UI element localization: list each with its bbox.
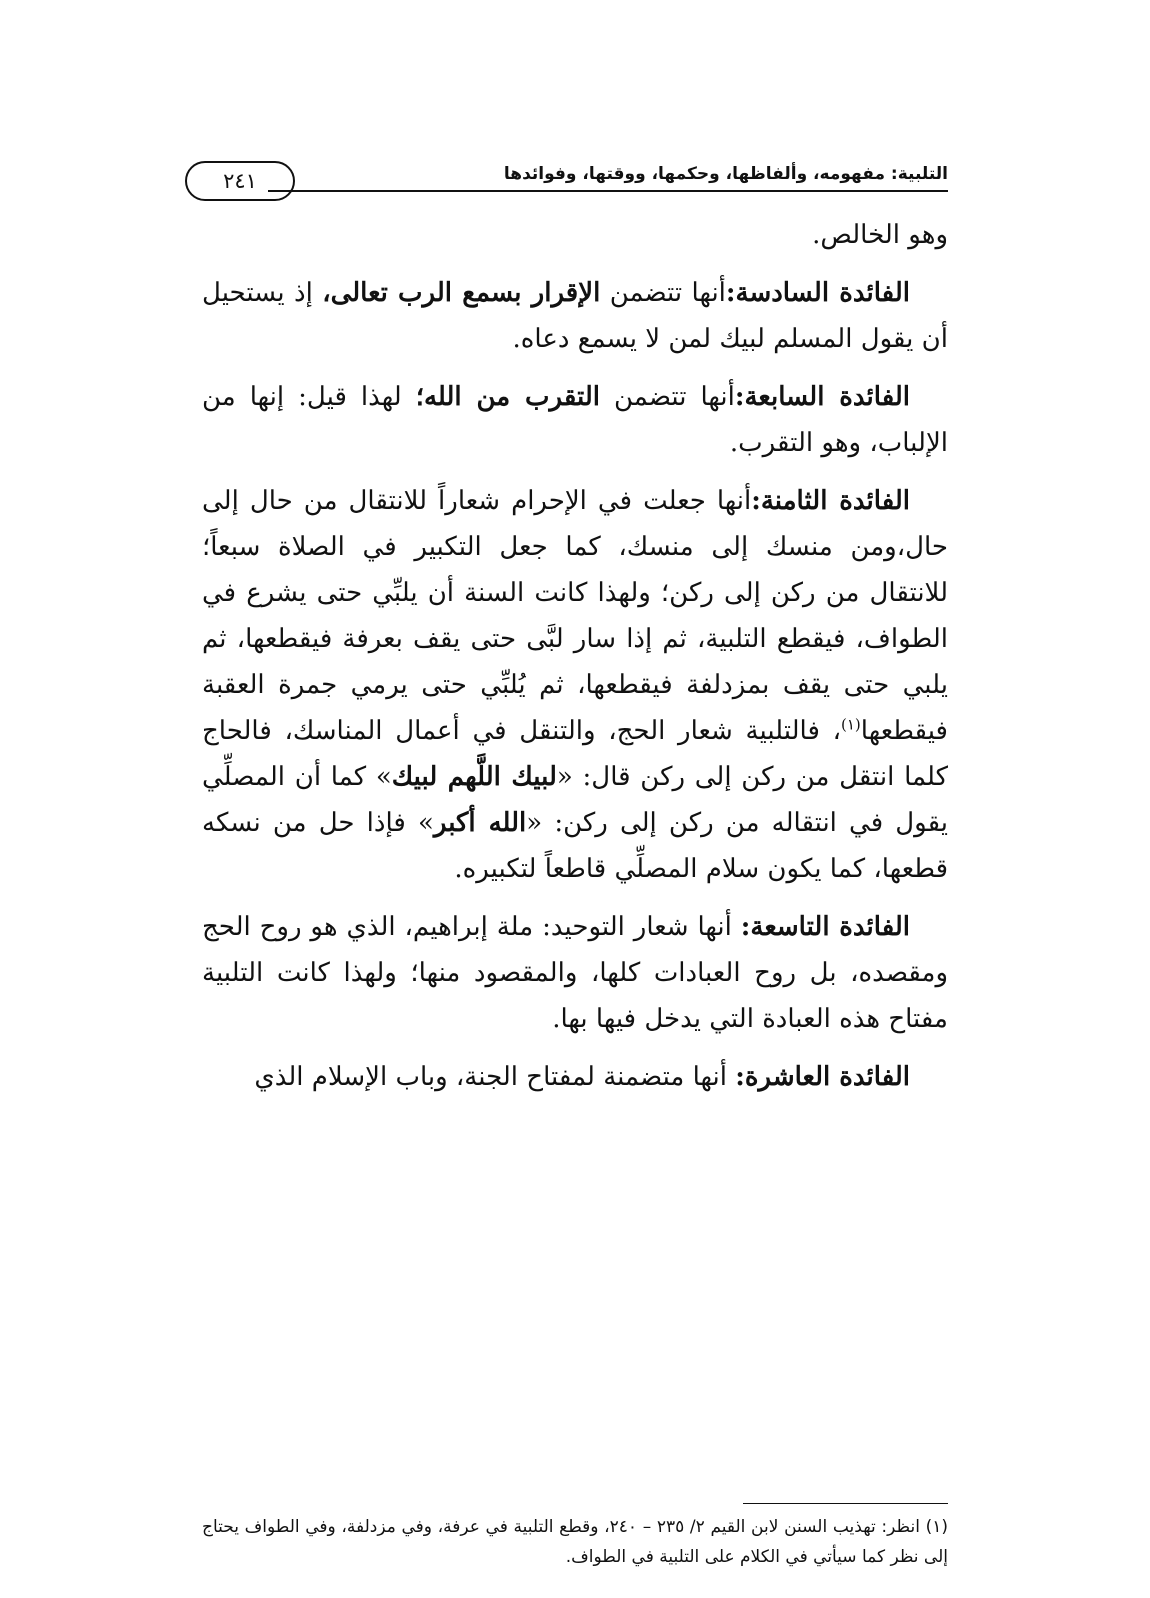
emphasis-text: التقرب من الله؛ (415, 382, 600, 412)
paragraph-text: إذ يستحيل أن يقول المسلم لبيك لمن لا يسمع دعاه. (202, 278, 948, 354)
footnote-marker: (١) (925, 1517, 949, 1537)
quoted-phrase: لبيك اللَّهم لبيك (391, 762, 557, 792)
page-number: ٢٤١ (185, 161, 295, 201)
paragraph-text: لهذا قيل: إنها من الإلباب، وهو التقرب. (202, 382, 948, 458)
footnote-separator (743, 1503, 948, 1504)
footnote-text: انظر: تهذيب السنن لابن القيم ٢/ ٢٣٥ – ٢٤٠، وقطع التلبية في عرفة، وفي مزدلفة، وفي الطواف يحتاج إلى نظر كما سيأتي في الكلام على التلبية في الطواف. (202, 1517, 948, 1567)
paragraph-continuation (202, 212, 948, 258)
benefit-heading: الفائدة السادسة: (725, 278, 910, 308)
footnotes (202, 1512, 948, 1572)
paragraph-text: أنها متضمنة لمفتاح الجنة، وباب الإسلام الذي (254, 1062, 736, 1092)
paragraph-text: » كما أن المصلِّي يقول في انتقاله من ركن إلى ركن: « (202, 762, 949, 838)
paragraph-benefit-9 (202, 904, 948, 1042)
paragraph-text: أنها تتضمن (599, 382, 735, 412)
footnote-reference[interactable]: (١) (841, 715, 861, 734)
paragraph-text: أنها جعلت في الإحرام شعاراً للانتقال من حال إلى حال،ومن منسك إلى منسك، كما جعل التكبير في الصلاة سبعاً؛ للانتقال من ركن إلى ركن؛ ولهذا كانت السنة أن يلبِّي حتى يشرع في الطواف، فيقطع التلبية، ثم إذا سار لبَّى حتى يقف بعرفة فيقطعها، ثم يلبي حتى يقف بمزدلفة فيقطعها، ثم يُلبِّي حتى يرمي جمرة العقبة فيقطعها (202, 486, 948, 746)
paragraph-text: » فإذا حل من نسكه قطعها، كما يكون سلام المصلِّي قاطعاً لتكبيره. (202, 808, 948, 884)
body-text (202, 212, 948, 1112)
paragraph-benefit-8 (202, 478, 948, 892)
quoted-phrase: الله أكبر (433, 808, 527, 838)
paragraph-text: أنها شعار التوحيد: ملة إبراهيم، الذي هو روح الحج ومقصده، بل روح العبادات كلها، والمقصود منها؛ ولهذا كانت التلبية مفتاح هذه العبادة التي يدخل فيها بها. (202, 912, 948, 1034)
benefit-heading: الفائدة التاسعة: (740, 912, 911, 942)
running-header (185, 160, 948, 206)
header-title: التلبية: مفهومه، وألفاظها، وحكمها، ووقتها، وفوائدها (503, 164, 948, 184)
paragraph-text: وهو الخالص. (812, 220, 948, 250)
benefit-heading: الفائدة الثامنة: (751, 486, 911, 516)
benefit-heading: الفائدة العاشرة: (735, 1062, 910, 1092)
paragraph-text: ، فالتلبية شعار الحج، والتنقل في أعمال المناسك، فالحاج كلما انتقل من ركن إلى ركن قال: « (202, 716, 949, 792)
benefit-heading: الفائدة السابعة: (734, 382, 910, 412)
paragraph-benefit-6 (202, 270, 948, 362)
paragraph-benefit-10 (202, 1054, 948, 1100)
footnote-item (202, 1512, 948, 1572)
header-rule (268, 190, 948, 192)
emphasis-text: الإقرار بسمع الرب تعالى، (322, 278, 601, 308)
paragraph-text: أنها تتضمن (600, 278, 726, 308)
paragraph-benefit-7 (202, 374, 948, 466)
